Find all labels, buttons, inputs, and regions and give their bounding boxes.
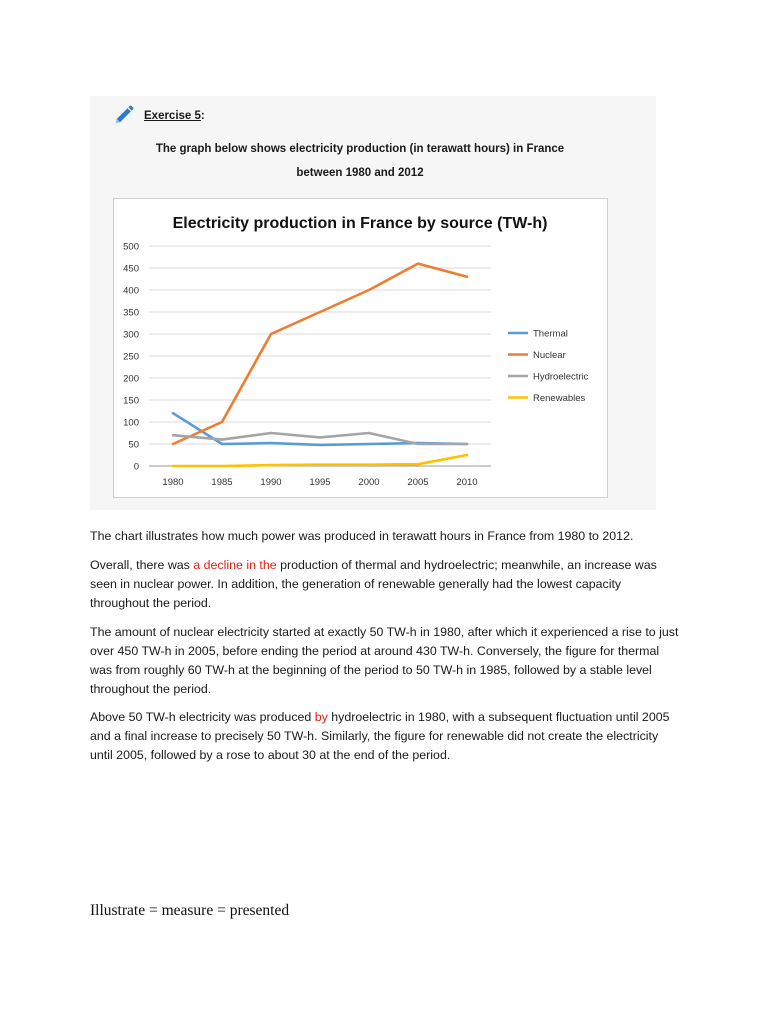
paragraph-3: The amount of nuclear electricity started at exactly 50 TW-h in 1980, after which it experienced a rise to just over 450 TW-h in 2005, before ending the period at around 430 TW-h. Conversely, the figure for thermal was from roughly 60 TW-h at the beginning of the period to 50 TW-h in 1985, followed by a stable level throughout the period. [90, 625, 679, 696]
y-tick-label: 350 [123, 307, 139, 319]
x-tick-label: 1995 [309, 477, 331, 488]
paragraph-4 [90, 708, 680, 765]
x-tick-label: 2010 [456, 477, 478, 488]
paragraph-2-highlight: a decline in the [193, 558, 277, 572]
exercise-label: Exercise 5 [144, 110, 201, 122]
paragraph-1: The chart illustrates how much power was produced in terawatt hours in France from 1980 to 2012. [90, 529, 634, 543]
x-tick-label: 1990 [260, 477, 282, 488]
paragraph-2-text-b: production of thermal and hydroelectric; meanwhile, an increase was seen in nuclear power. In addition, the generation of renewable generally had the lowest capacity throughout the period. [90, 558, 657, 610]
series-line-nuclear [173, 264, 467, 444]
x-tick-label: 1980 [162, 477, 184, 488]
y-tick-label: 300 [123, 329, 139, 341]
x-tick-label: 2000 [358, 477, 380, 488]
pencil-icon [113, 104, 135, 126]
y-tick-label: 200 [123, 373, 139, 385]
y-tick-label: 500 [123, 241, 139, 253]
exercise-colon: : [200, 110, 205, 122]
legend-label-hydroelectric: Hydroelectric [533, 371, 589, 383]
y-tick-label: 400 [123, 285, 139, 297]
y-tick-label: 50 [128, 439, 139, 451]
exercise-title [144, 110, 205, 122]
chart-title: Electricity production in France by source (TW-h) [172, 215, 548, 232]
line-chart [114, 199, 607, 497]
footer-note: Illustrate = measure = presented [90, 902, 290, 919]
chart-container [113, 198, 608, 498]
y-tick-label: 100 [123, 417, 139, 429]
legend-label-thermal: Thermal [533, 328, 568, 340]
exercise-description-line2: between 1980 and 2012 [296, 167, 424, 179]
paragraph-2 [90, 556, 680, 613]
exercise-description-line1: The graph below shows electricity production (in terawatt hours) in France [155, 143, 565, 155]
y-tick-label: 450 [123, 263, 139, 275]
y-tick-label: 150 [123, 395, 139, 407]
y-tick-label: 0 [133, 461, 139, 473]
x-tick-label: 2005 [407, 477, 429, 488]
series-line-renewables [173, 455, 467, 466]
paragraph-4-text-b: hydroelectric in 1980, with a subsequent fluctuation until 2005 and a final increase to precisely 50 TW-h. Similarly, the figure for renewable did not create the electricity until 2005, followed by a rose to about 30 at the end of the period. [90, 710, 670, 762]
paragraph-4-text-a: Above 50 TW-h electricity was produced [90, 710, 315, 724]
y-tick-label: 250 [123, 351, 139, 363]
x-tick-label: 1985 [211, 477, 233, 488]
legend-label-renewables: Renewables [533, 393, 586, 404]
paragraph-2-text-a: Overall, there was [90, 558, 194, 572]
paragraph-4-highlight: by [314, 710, 328, 724]
legend-label-nuclear: Nuclear [533, 350, 566, 361]
